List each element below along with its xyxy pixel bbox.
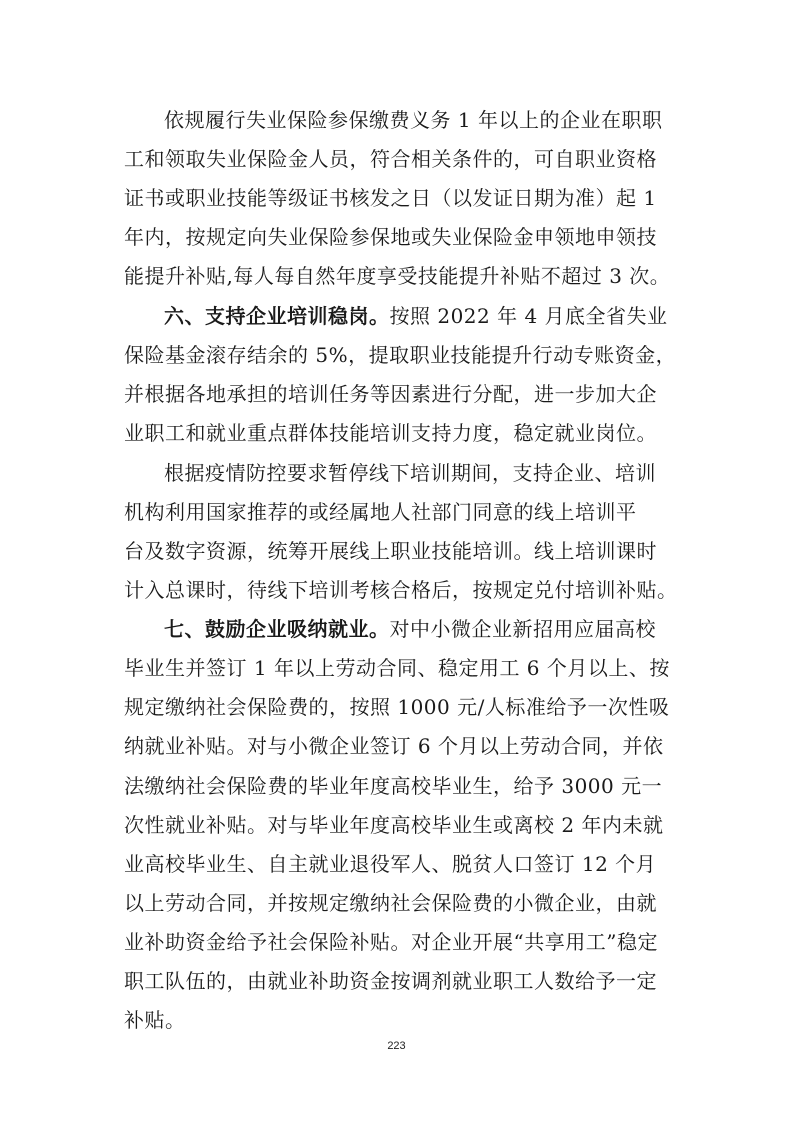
- paragraph-2-line-4: 业职工和就业重点群体技能培训支持力度，稳定就业岗位。: [124, 421, 657, 445]
- paragraph-1-line-5: 能提升补贴,每人每自然年度享受技能提升补贴不超过 3 次。: [124, 264, 671, 288]
- paragraph-1-line-1: 依规履行失业保险参保缴费义务 1 年以上的企业在职职: [164, 108, 663, 132]
- paragraph-4-line-9: 业补助资金给予社会保险补贴。对企业开展“共享用工”稳定: [124, 930, 658, 954]
- paragraph-4-line-7: 业高校毕业生、自主就业退役军人、脱贫人口签订 12 个月: [124, 852, 657, 876]
- page-number: 223: [387, 1040, 406, 1052]
- paragraph-4-line-5: 法缴纳社会保险费的毕业年度高校毕业生，给予 3000 元一: [124, 774, 663, 798]
- paragraph-4-line-4: 纳就业补贴。对与小微企业签订 6 个月以上劳动合同，并依: [124, 734, 664, 758]
- paragraph-1-line-2: 工和领取失业保险金人员，符合相关条件的，可自职业资格: [124, 147, 657, 171]
- paragraph-4-line-11: 补贴。: [124, 1008, 186, 1032]
- paragraph-2-line-3: 并根据各地承担的培训任务等因素进行分配，进一步加大企: [124, 382, 657, 406]
- paragraph-2-line-1: [164, 303, 684, 329]
- paragraph-4-line-10: 职工队伍的，由就业补助资金按调剂就业职工人数给予一定: [124, 969, 657, 993]
- paragraph-1-line-3: 证书或职业技能等级证书核发之日（以发证日期为准）起 1: [124, 186, 657, 210]
- paragraph-3-line-4: 计入总课时，待线下培训考核合格后，按规定兑付培训补贴。: [124, 578, 678, 602]
- paragraph-4-line-1: [164, 616, 684, 642]
- paragraph-4-line-6: 次性就业补贴。对与毕业年度高校毕业生或离校 2 年内未就: [124, 813, 664, 837]
- paragraph-3-line-1: 根据疫情防控要求暂停线下培训期间，支持企业、培训: [164, 461, 656, 485]
- paragraph-4-line-1-text: 对中小微企业新招用应届高校: [389, 617, 656, 641]
- paragraph-4-line-8: 以上劳动合同，并按规定缴纳社会保险费的小微企业，由就: [124, 891, 657, 915]
- section-heading-seven: 七、鼓励企业吸纳就业。: [164, 617, 390, 641]
- paragraph-2-line-1-text: 按照 2022 年 4 月底全省失业: [389, 304, 668, 328]
- paragraph-4-line-2: 毕业生并签订 1 年以上劳动合同、稳定用工 6 个月以上、按: [124, 656, 670, 680]
- paragraph-4-line-3: 规定缴纳社会保险费的，按照 1000 元/人标准给予一次性吸: [124, 695, 670, 719]
- paragraph-3-line-2: 机构利用国家推荐的或经属地人社部门同意的线上培训平: [124, 500, 637, 524]
- paragraph-2-line-2: 保险基金滚存结余的 5%，提取职业技能提升行动专账资金，: [124, 343, 677, 367]
- paragraph-3-line-3: 台及数字资源，统筹开展线上职业技能培训。线上培训课时: [124, 539, 657, 563]
- paragraph-1-line-4: 年内，按规定向失业保险参保地或失业保险金申领地申领技: [124, 225, 657, 249]
- section-heading-six: 六、支持企业培训稳岗。: [164, 304, 390, 328]
